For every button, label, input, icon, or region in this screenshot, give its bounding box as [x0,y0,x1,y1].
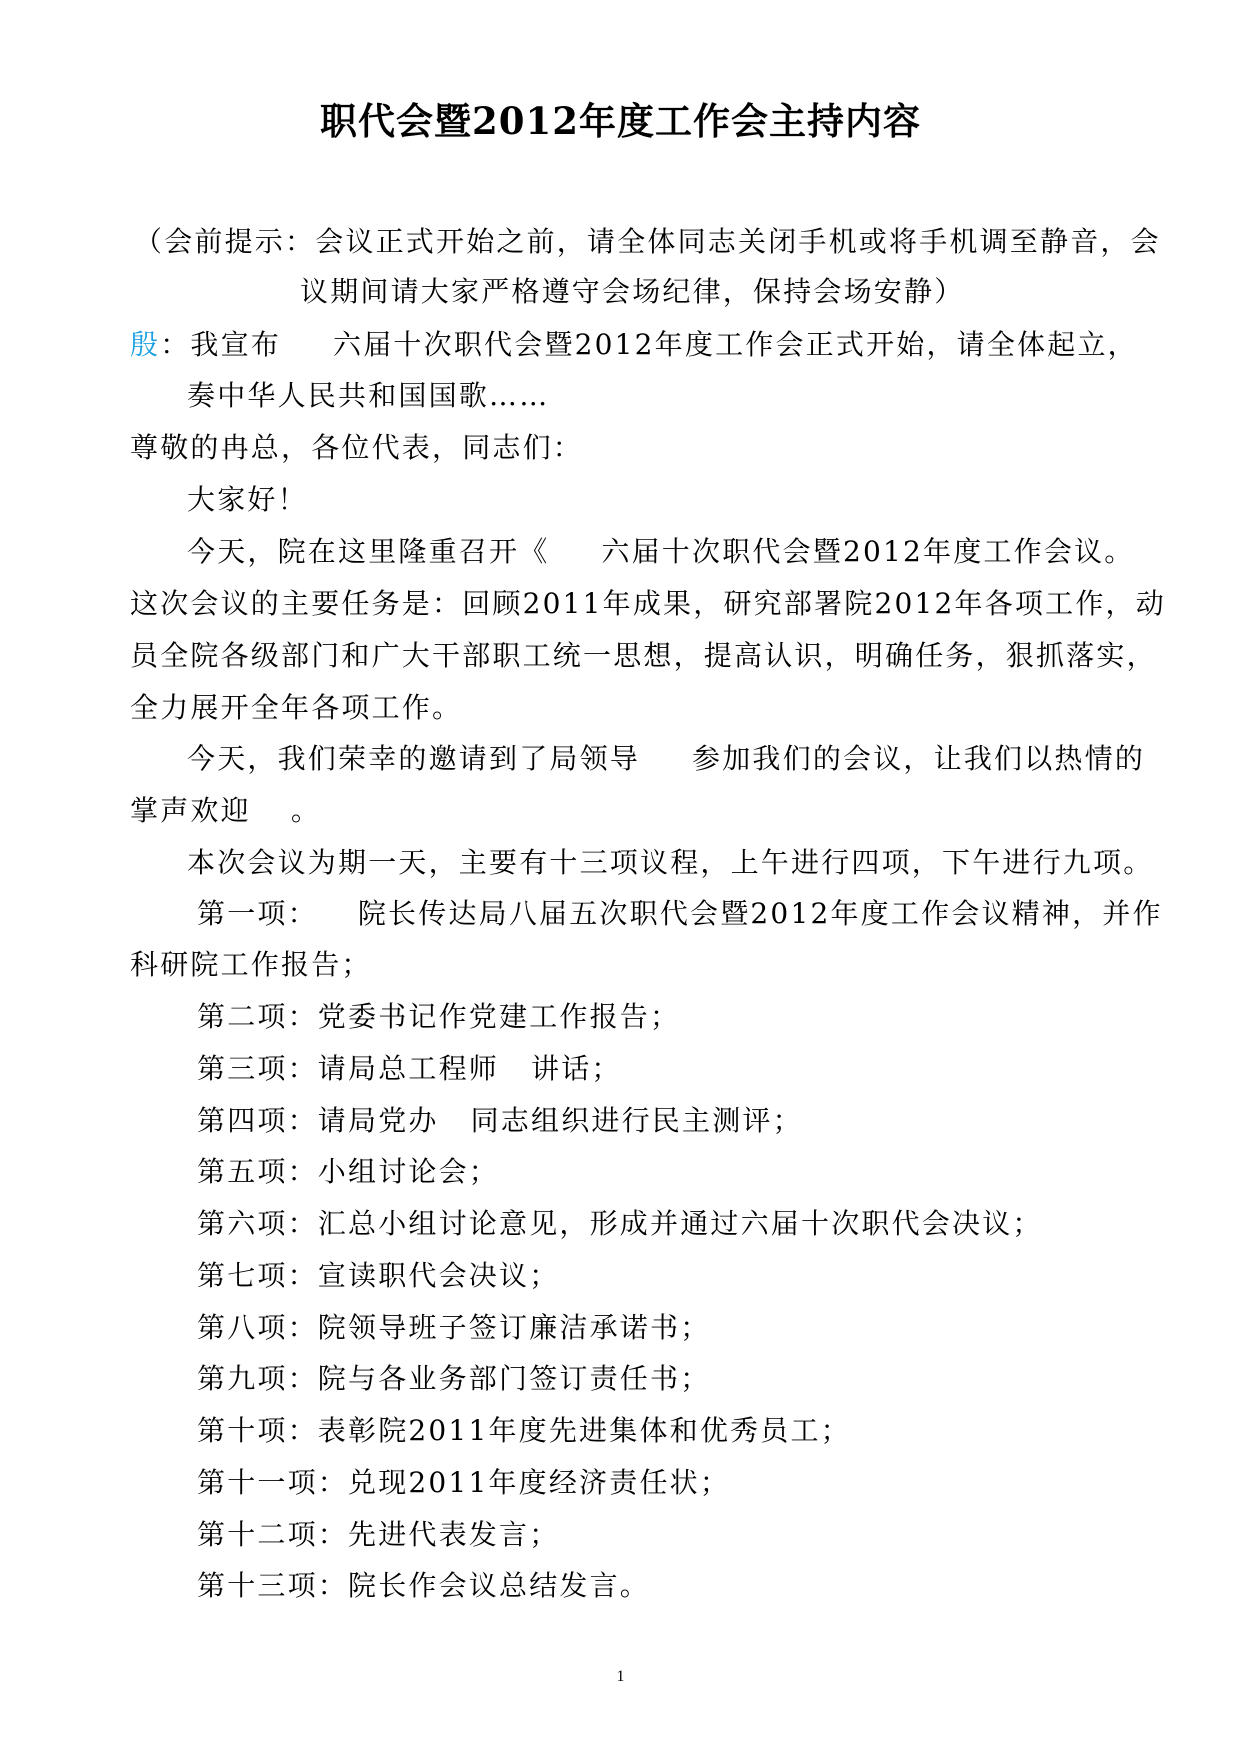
agenda-item-12: 第十二项：先进代表发言； [197,1518,560,1551]
opening-line-2: 奏中华人民共和国国歌…… [187,379,550,412]
intro-line-1 [187,532,1134,572]
agenda-item-7: 第七项：宣读职代会决议； [197,1259,560,1292]
agenda-item-1-label: 第一项： [197,897,318,930]
document-title: 职代会暨2012年度工作会主持内容 [320,99,921,143]
agenda-item-6: 第六项：汇总小组讨论意见，形成并通过六届十次职代会决议； [197,1207,1043,1240]
agenda-item-2: 第二项：党委书记作党建工作报告； [197,1000,681,1033]
intro-line-1-a: 今天，院在这里隆重召开《 [187,535,550,568]
guests-line-1-b: 参加我们的会议，让我们以热情的 [692,742,1146,775]
page-number: 1 [616,1668,625,1685]
guests-line-1-a: 今天，我们荣幸的邀请到了局领导 [187,742,641,775]
guests-line-1 [187,739,1145,779]
intro-line-2: 这次会议的主要任务是：回顾2011年成果，研究部署院2012年各项工作，动 [130,587,1166,620]
agenda-item-9: 第九项：院与各业务部门签订责任书； [197,1362,711,1395]
agenda-item-3-a: 第三项：请局总工程师 [197,1052,500,1085]
intro-line-4: 全力展开全年各项工作。 [130,691,463,724]
opening-line-1 [130,325,1138,365]
guests-line-2-a: 掌声欢迎 [130,794,251,827]
notice-line-1: （会前提示：会议正式开始之前，请全体同志关闭手机或将手机调至静音，会 [134,225,1161,258]
greeting: 尊敬的冉总，各位代表，同志们： [130,431,584,464]
agenda-item-4-a: 第四项：请局党办 [197,1104,439,1137]
opening-part-1: 我宣布 [190,328,282,361]
speaker-colon: ： [160,328,191,361]
agenda-item-1-text: 院长传达局八届五次职代会暨2012年度工作会议精神，并作 [357,897,1163,930]
agenda-item-3 [197,1049,622,1089]
agenda-item-4 [197,1101,803,1141]
agenda-item-11: 第十一项：兑现2011年度经济责任状； [197,1466,731,1499]
hello: 大家好！ [187,483,308,516]
intro-line-1-b: 六届十次职代会暨2012年度工作会议。 [601,535,1135,568]
guests-line-2 [130,791,321,831]
speaker-name: 殷 [130,328,161,361]
agenda-item-8: 第八项：院领导班子签订廉洁承诺书； [197,1311,711,1344]
agenda-item-10: 第十项：表彰院2011年度先进集体和优秀员工； [197,1414,851,1447]
guests-line-2-b: 。 [290,794,322,827]
agenda-item-13: 第十三项：院长作会议总结发言。 [197,1569,651,1602]
intro-line-3: 员全院各级部门和广大干部职工统一思想，提高认识，明确任务，狠抓落实， [130,639,1157,672]
opening-part-2: 六届十次职代会暨2012年度工作会正式开始，请全体起立， [333,328,1138,361]
agenda-item-3-b: 讲话； [531,1052,622,1085]
agenda-item-5: 第五项：小组讨论会； [197,1155,500,1188]
notice-line-2: 议期间请大家严格遵守会场纪律，保持会场安静） [300,275,965,308]
agenda-item-4-b: 同志组织进行民主测评； [470,1104,803,1137]
agenda-item-1 [197,894,1163,934]
schedule: 本次会议为期一天，主要有十三项议程，上午进行四项，下午进行九项。 [187,846,1154,879]
agenda-item-1-cont: 科研院工作报告； [130,948,372,981]
